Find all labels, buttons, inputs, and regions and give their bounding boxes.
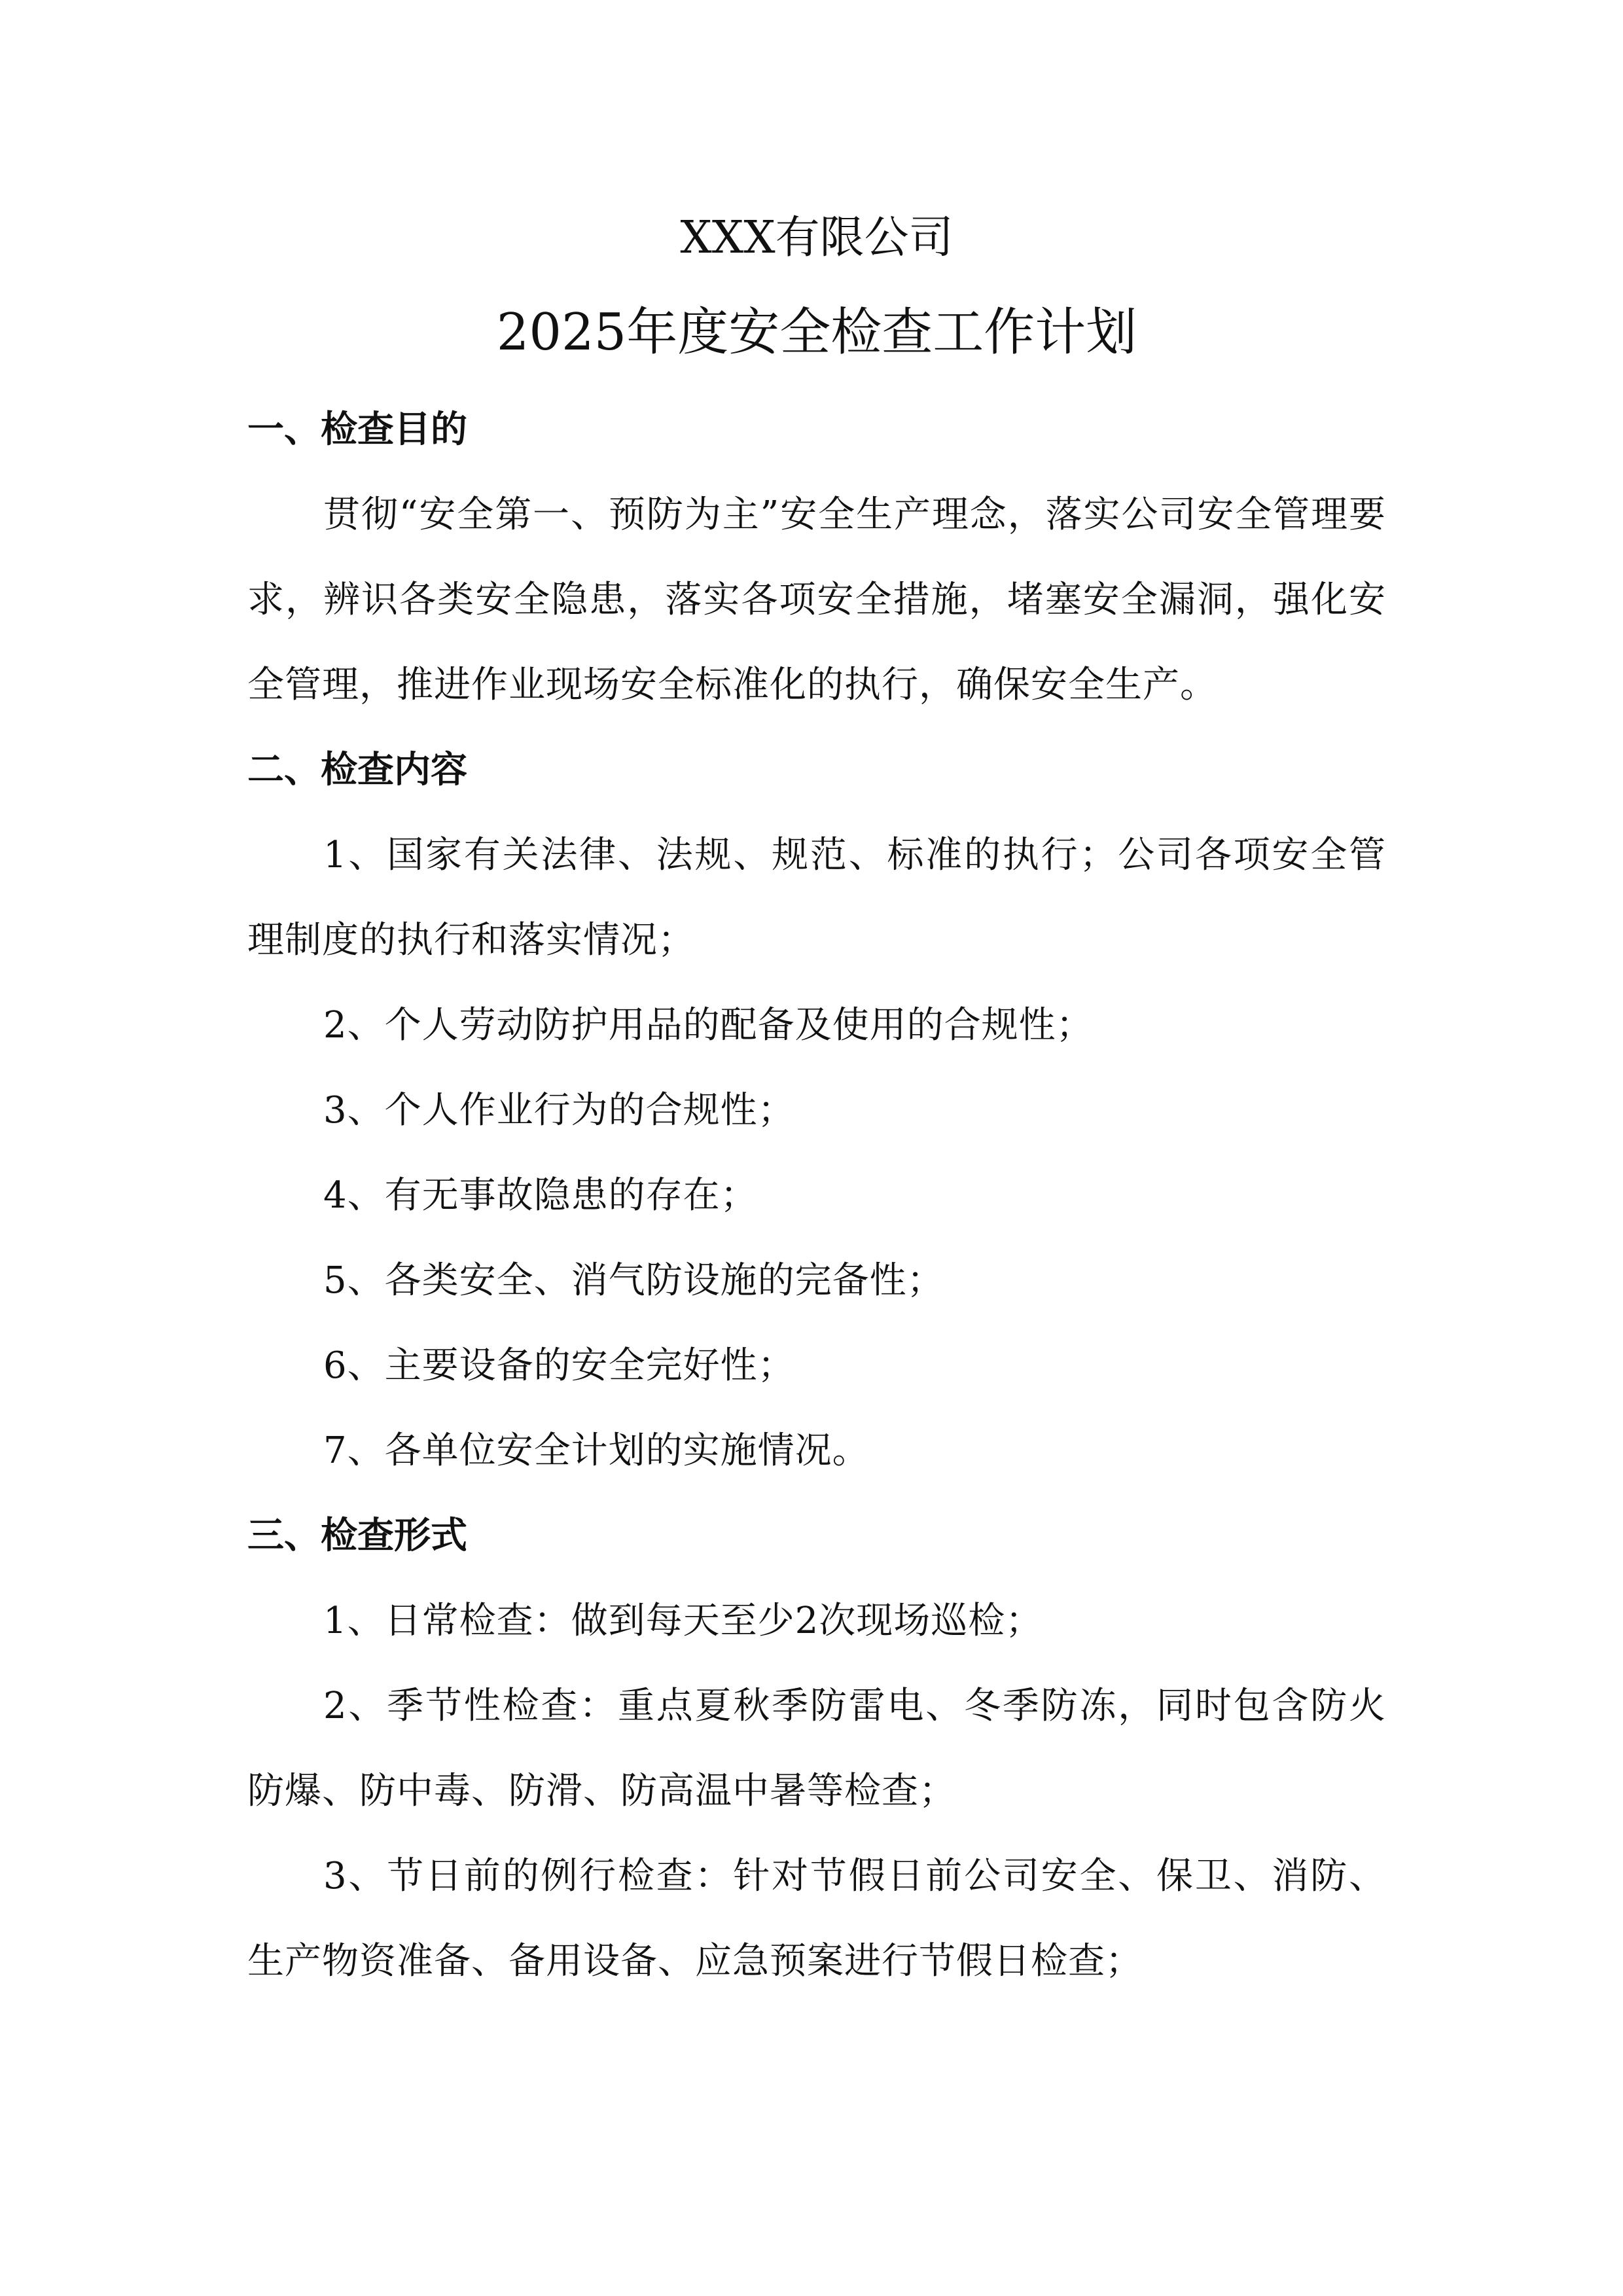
section-heading-form: 三、检查形式 [247, 1515, 467, 1557]
company-name-title: XXX有限公司 [680, 212, 954, 264]
plan-title: 2025年度安全检查工作计划 [496, 303, 1137, 362]
list-item: 6、主要设备的安全完好性； [323, 1344, 795, 1387]
list-item: 3、个人作业行为的合规性； [323, 1089, 795, 1132]
section-content [247, 728, 1386, 1494]
section-heading-content: 二、检查内容 [247, 749, 467, 791]
list-item: 4、有无事故隐患的存在； [323, 1174, 758, 1217]
section-purpose [247, 387, 1386, 728]
purpose-paragraph: 贯彻“安全第一、预防为主”安全生产理念，落实公司安全管理要求，辨识各类安全隐患，落实各项安全措施，堵塞安全漏洞，强化安全管理，推进作业现场安全标准化的执行，确保安全生产。 [247, 493, 1386, 706]
list-item: 2、个人劳动防护用品的配备及使用的合规性； [323, 1004, 1094, 1047]
list-item: 2、季节性检查：重点夏秋季防雷电、冬季防冻，同时包含防火防爆、防中毒、防滑、防高温中暑等检查； [247, 1685, 1386, 1812]
list-item: 1、国家有关法律、法规、规范、标准的执行；公司各项安全管理制度的执行和落实情况； [247, 834, 1386, 961]
section-heading-purpose: 一、检查目的 [247, 408, 467, 451]
list-item: 1、日常检查：做到每天至少2次现场巡检； [323, 1600, 1043, 1642]
section-form [247, 1494, 1386, 2004]
list-item: 3、节日前的例行检查：针对节假日前公司安全、保卫、消防、生产物资准备、备用设备、应急预案进行节假日检查； [247, 1855, 1386, 1982]
document-body [247, 207, 1386, 2004]
list-item: 7、各单位安全计划的实施情况。 [323, 1429, 870, 1472]
list-item: 5、各类安全、消气防设施的完备性； [323, 1259, 944, 1302]
